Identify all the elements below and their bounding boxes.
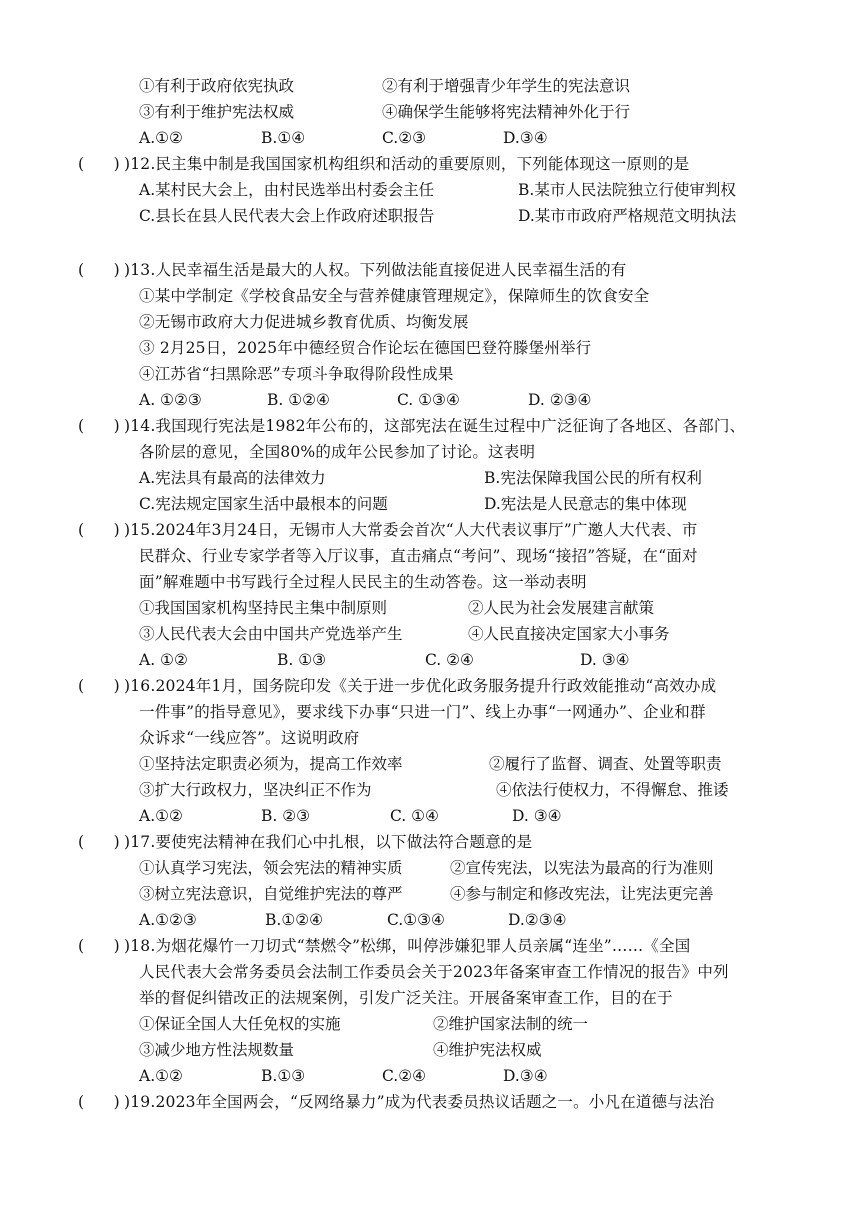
q14-choice-b: B.宪法保障我国公民的所有权利 (484, 469, 702, 487)
q18-choice-b: B.①③ (261, 1067, 306, 1085)
q13-stem: )13.人民幸福生活是最大的人权。下列做法能直接促进人民幸福生活的有 (124, 261, 627, 279)
q16-option-1: ①坚持法定职责必须为，提高工作效率 (139, 755, 403, 773)
q13-option-1: ①某中学制定《学校食品安全与营养健康管理规定》，保障师生的饮食安全 (139, 287, 650, 305)
q18-option-3: ③减少地方性法规数量 (139, 1041, 295, 1059)
q17-option-1: ①认真学习宪法，领会宪法的精神实质 (139, 859, 403, 877)
q13-option-3: ③ 2月25日，2025年中德经贸合作论坛在德国巴登符滕堡州举行 (139, 339, 592, 357)
q15-stem-line-3: 面”解难题中书写践行全过程人民民主的生动答卷。这一举动表明 (139, 573, 587, 591)
q11-choice-b: B.①④ (261, 129, 306, 147)
q14-stem-line-1: )14.我国现行宪法是1982年公布的，这部宪法在诞生过程中广泛征询了各地区、各部门、 (124, 417, 746, 435)
q15-option-3: ③人民代表大会由中国共产党选举产生 (139, 625, 403, 643)
q17-option-4: ④参与制定和修改宪法，让宪法更完善 (450, 885, 714, 903)
q18-choice-a: A.①② (139, 1067, 183, 1085)
answer-blank[interactable]: ( ) (78, 521, 120, 539)
q16-choice-d: D. ③④ (512, 807, 562, 825)
q11-choice-d: D.③④ (503, 129, 548, 147)
q18-option-1: ①保证全国人大任免权的实施 (139, 1015, 341, 1033)
q16-option-4: ④依法行使权力，不得懈怠、推诿 (496, 781, 729, 799)
q18-choice-c: C.②④ (382, 1067, 427, 1085)
q15-choice-a: A. ①② (139, 651, 188, 669)
q11-option-3: ③有利于维护宪法权威 (139, 103, 295, 121)
q17-option-2: ②宣传宪法，以宪法为最高的行为准则 (450, 859, 714, 877)
q11-option-1: ①有利于政府依宪执政 (139, 77, 295, 95)
q17-stem: )17.要使宪法精神在我们心中扎根，以下做法符合题意的是 (124, 833, 533, 851)
q15-option-1: ①我国国家机构坚持民主集中制原则 (139, 599, 388, 617)
q15-option-2: ②人民为社会发展建言献策 (468, 599, 655, 617)
q11-option-4: ④确保学生能够将宪法精神外化于行 (382, 103, 631, 121)
q14-stem-line-2: 各阶层的意见，全国80%的成年公民参加了讨论。这表明 (139, 443, 536, 461)
q16-choice-a: A.①② (139, 807, 183, 825)
q16-choice-b: B. ②③ (261, 807, 311, 825)
q15-choice-c: C. ②④ (425, 651, 474, 669)
q12-choice-c: C.县长在县人民代表大会上作政府述职报告 (139, 207, 435, 225)
q15-choice-b: B. ①③ (277, 651, 327, 669)
q14-choice-a: A.宪法具有最高的法律效力 (139, 469, 326, 487)
q13-choice-c: C. ①③④ (397, 391, 460, 409)
q18-stem-line-2: 人民代表大会常务委员会法制工作委员会关于2023年备案审查工作情况的报告》中列 (139, 963, 729, 981)
answer-blank[interactable]: ( ) (78, 261, 120, 279)
q16-option-2: ②履行了监督、调查、处置等职责 (489, 755, 722, 773)
q17-choice-d: D.②③④ (508, 911, 567, 929)
q12-choice-d: D.某市市政府严格规范文明执法 (518, 207, 737, 225)
q15-option-4: ④人民直接决定国家大小事务 (468, 625, 670, 643)
q13-option-2: ②无锡市政府大力促进城乡教育优质、均衡发展 (139, 313, 469, 331)
q13-choice-a: A. ①②③ (139, 391, 202, 409)
q18-stem-line-1: )18.为烟花爆竹一刀切式“禁燃令”松绑，叫停涉嫌犯罪人员亲属“连坐”……《全国 (124, 937, 691, 955)
q13-choice-b: B. ①②④ (267, 391, 330, 409)
q16-stem-line-2: 一件事”的指导意见》，要求线下办事“只进一门”、线上办事“一网通办”、企业和群 (139, 703, 706, 721)
q17-choice-a: A.①②③ (139, 911, 197, 929)
q19-stem-line-1: )19.2023年全国两会，“反网络暴力”成为代表委员热议话题之一。小凡在道德与法治 (124, 1093, 715, 1111)
q14-choice-c: C.宪法规定国家生活中最根本的问题 (139, 495, 388, 513)
q16-stem-line-1: )16.2024年1月，国务院印发《关于进一步优化政务服务提升行政效能推动“高效办成 (124, 677, 717, 695)
answer-blank[interactable]: ( ) (78, 677, 120, 695)
q14-choice-d: D.宪法是人民意志的集中体现 (484, 495, 687, 513)
q18-option-4: ④维护宪法权威 (433, 1041, 542, 1059)
q12-choice-a: A.某村民大会上，由村民选举出村委会主任 (139, 181, 435, 199)
q11-option-2: ②有利于增强青少年学生的宪法意识 (382, 77, 631, 95)
q17-option-3: ③树立宪法意识，自觉维护宪法的尊严 (139, 885, 403, 903)
q11-choice-c: C.②③ (382, 129, 427, 147)
q15-choice-d: D. ③④ (580, 651, 630, 669)
q12-choice-b: B.某市人民法院独立行使审判权 (518, 181, 736, 199)
q15-stem-line-2: 民群众、行业专家学者等入厅议事，直击痛点“考问”、现场“接招”答疑，在“面对 (139, 547, 698, 565)
q13-choice-d: D. ②③④ (528, 391, 592, 409)
q13-option-4: ④江苏省“扫黑除恶”专项斗争取得阶段性成果 (139, 365, 454, 383)
q16-option-3: ③扩大行政权力，坚决纠正不作为 (139, 781, 372, 799)
q11-choice-a: A.①② (139, 129, 183, 147)
q18-option-2: ②维护国家法制的统一 (433, 1015, 589, 1033)
q18-stem-line-3: 举的督促纠错改正的法规案例，引发广泛关注。开展备案审查工作，目的在于 (139, 989, 673, 1007)
q18-choice-d: D.③④ (503, 1067, 548, 1085)
answer-blank[interactable]: ( ) (78, 1093, 120, 1111)
q15-stem-line-1: )15.2024年3月24日，无锡市人大常委会首次“人大代表议事厅”广邀人大代表、市 (124, 521, 698, 539)
q16-choice-c: C. ①④ (390, 807, 439, 825)
answer-blank[interactable]: ( ) (78, 155, 120, 173)
answer-blank[interactable]: ( ) (78, 417, 120, 435)
q16-stem-line-3: 众诉求“一线应答”。这说明政府 (139, 729, 360, 747)
q17-choice-b: B.①②④ (265, 911, 324, 929)
answer-blank[interactable]: ( ) (78, 937, 120, 955)
q17-choice-c: C.①③④ (387, 911, 445, 929)
answer-blank[interactable]: ( ) (78, 833, 120, 851)
q12-stem: )12.民主集中制是我国国家机构组织和活动的重要原则，下列能体现这一原则的是 (124, 155, 690, 173)
